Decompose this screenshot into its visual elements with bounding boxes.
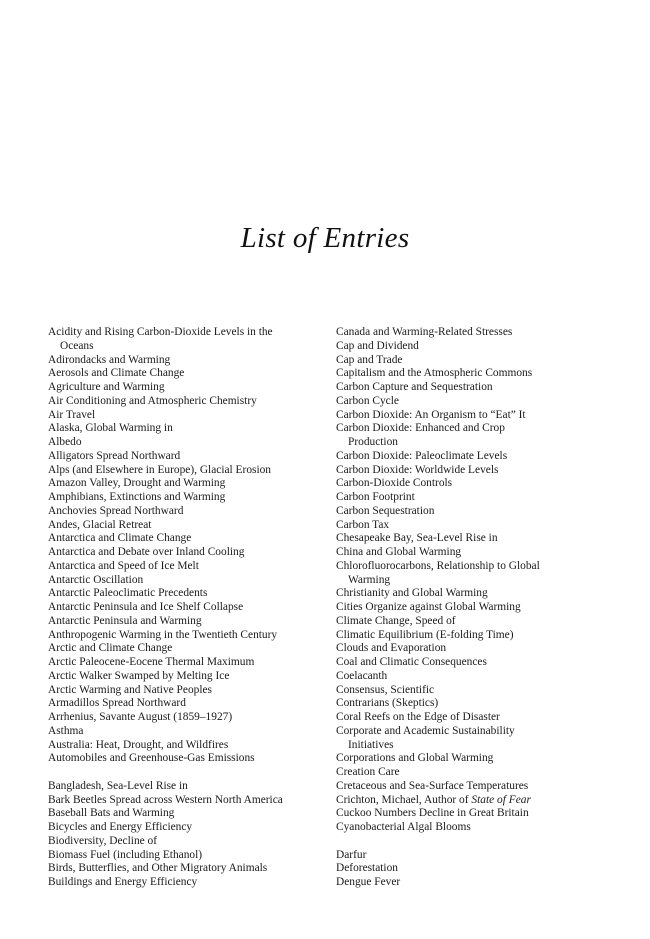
- list-item: Christianity and Global Warming: [336, 587, 488, 600]
- list-item: Birds, Butterflies, and Other Migratory Animals: [48, 862, 268, 875]
- list-item: Carbon Cycle: [336, 394, 399, 407]
- list-item: Biodiversity, Decline of: [48, 834, 158, 847]
- list-item: Aerosols and Climate Change: [48, 367, 185, 380]
- list-item: Cap and Trade: [336, 353, 403, 366]
- list-item: Coral Reefs on the Edge of Disaster: [336, 711, 500, 723]
- list-item: Dengue Fever: [336, 876, 401, 888]
- list-item: Contrarians (Skeptics): [336, 697, 439, 710]
- book-title: State of Fear: [471, 793, 531, 806]
- list-item: Oceans: [60, 339, 94, 352]
- list-item: Climatic Equilibrium (E-folding Time): [336, 628, 514, 641]
- section-gap: [48, 766, 318, 780]
- list-item: Climate Change, Speed of: [336, 614, 456, 627]
- entries-column-left: [48, 326, 318, 890]
- list-item: Asthma: [48, 724, 84, 737]
- list-item: Carbon Dioxide: An Organism to “Eat” It: [336, 408, 526, 421]
- list-item: Carbon Tax: [336, 518, 390, 531]
- list-item: Cuckoo Numbers Decline in Great Britain: [336, 807, 529, 820]
- list-item: Cities Organize against Global Warming: [336, 601, 521, 613]
- list-item: Arrhenius, Savante August (1859–1927): [48, 711, 233, 723]
- list-item: Buildings and Energy Efficiency: [48, 876, 198, 888]
- list-item: Coelacanth: [336, 669, 388, 682]
- list-item: Deforestation: [336, 862, 398, 875]
- list-item: Arctic Paleocene-Eocene Thermal Maximum: [48, 656, 255, 668]
- list-item: Anchovies Spread Northward: [48, 504, 184, 517]
- list-item: [336, 794, 626, 808]
- list-item: Bark Beetles Spread across Western North America: [48, 793, 283, 806]
- list-item: Bangladesh, Sea-Level Rise in: [48, 779, 188, 792]
- list-item: Antarctica and Climate Change: [48, 532, 192, 545]
- list-item: Clouds and Evaporation: [336, 642, 447, 655]
- list-item: Albedo: [48, 436, 82, 448]
- entries-column-right: [336, 326, 626, 890]
- list-item: Initiatives: [348, 738, 394, 751]
- list-item: Alligators Spread Northward: [48, 449, 181, 462]
- list-item: Carbon Dioxide: Worldwide Levels: [336, 463, 499, 476]
- list-item: Adirondacks and Warming: [48, 353, 171, 366]
- list-item: Baseball Bats and Warming: [48, 807, 175, 820]
- list-item: Antarctica and Speed of Ice Melt: [48, 559, 199, 572]
- list-item: Agriculture and Warming: [48, 381, 165, 393]
- list-item: Antarctic Peninsula and Ice Shelf Collapse: [48, 601, 244, 613]
- list-item: Amazon Valley, Drought and Warming: [48, 477, 226, 490]
- list-item: Carbon Footprint: [336, 491, 415, 503]
- list-item: Antarctic Peninsula and Warming: [48, 614, 202, 627]
- list-item: Air Travel: [48, 408, 96, 421]
- list-item: Acidity and Rising Carbon-Dioxide Levels in the: [48, 326, 273, 338]
- list-item: Anthropogenic Warming in the Twentieth Century: [48, 628, 278, 641]
- list-item: Antarctic Oscillation: [48, 573, 144, 586]
- list-item: China and Global Warming: [336, 546, 462, 558]
- list-item: Arctic Warming and Native Peoples: [48, 683, 212, 696]
- list-item: Biomass Fuel (including Ethanol): [48, 848, 203, 861]
- list-item: Corporations and Global Warming: [336, 752, 494, 765]
- list-item: Chesapeake Bay, Sea-Level Rise in: [336, 532, 498, 545]
- list-item: Arctic and Climate Change: [48, 642, 173, 655]
- list-item: Carbon-Dioxide Controls: [336, 477, 453, 490]
- list-item: Australia: Heat, Drought, and Wildfires: [48, 738, 229, 751]
- list-item: Warming: [348, 573, 391, 586]
- list-item: Alaska, Global Warming in: [48, 422, 173, 435]
- entry-text: Crichton, Michael, Author of: [336, 793, 472, 806]
- list-item: Air Conditioning and Atmospheric Chemistry: [48, 394, 257, 407]
- list-item: Alps (and Elsewhere in Europe), Glacial Erosion: [48, 463, 271, 476]
- section-gap: [336, 835, 626, 849]
- list-item: Darfur: [336, 848, 367, 861]
- list-item: Corporate and Academic Sustainability: [336, 724, 515, 737]
- list-item: Coal and Climatic Consequences: [336, 656, 487, 668]
- list-item: Armadillos Spread Northward: [48, 697, 186, 710]
- list-item: Antarctic Paleoclimatic Precedents: [48, 587, 208, 600]
- list-item: Arctic Walker Swamped by Melting Ice: [48, 669, 230, 682]
- list-item: Bicycles and Energy Efficiency: [48, 821, 193, 833]
- list-item: Production: [348, 436, 398, 448]
- list-item: Carbon Dioxide: Paleoclimate Levels: [336, 449, 508, 462]
- list-item: Cyanobacterial Algal Blooms: [336, 821, 471, 833]
- list-item: Andes, Glacial Retreat: [48, 518, 152, 531]
- list-item: Carbon Dioxide: Enhanced and Crop: [336, 422, 505, 435]
- list-item: Chlorofluorocarbons, Relationship to Global: [336, 559, 540, 572]
- list-item: Capitalism and the Atmospheric Commons: [336, 367, 533, 380]
- list-item: Antarctica and Debate over Inland Cooling: [48, 546, 245, 558]
- list-item: Carbon Sequestration: [336, 504, 435, 517]
- list-item: Canada and Warming-Related Stresses: [336, 326, 513, 338]
- page-title: List of Entries: [240, 222, 410, 254]
- list-item: Cretaceous and Sea-Surface Temperatures: [336, 779, 529, 792]
- list-item: Amphibians, Extinctions and Warming: [48, 491, 226, 503]
- list-item: Carbon Capture and Sequestration: [336, 381, 493, 393]
- list-item: Cap and Dividend: [336, 339, 419, 352]
- list-item: Creation Care: [336, 766, 400, 778]
- list-item: Consensus, Scientific: [336, 683, 435, 696]
- list-item: Automobiles and Greenhouse-Gas Emissions: [48, 752, 255, 765]
